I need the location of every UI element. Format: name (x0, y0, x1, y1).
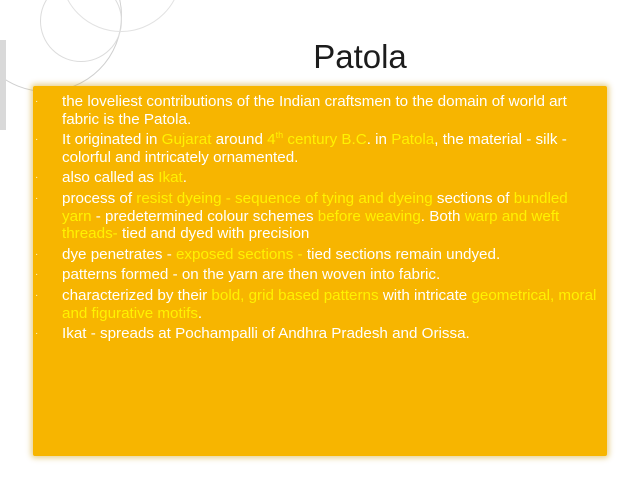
highlighted-text: bundled yarn (62, 189, 568, 225)
bullet-marker: · (35, 172, 39, 184)
bullet-text: . Both (420, 207, 465, 225)
highlighted-text: century B.C (283, 131, 367, 149)
bullet-text: characterized by their (62, 286, 212, 304)
bullet-marker: · (35, 328, 39, 340)
highlighted-text: warp and weft threads- (62, 207, 560, 243)
highlighted-text: th (275, 130, 284, 141)
bullet-item (33, 246, 607, 264)
bullet-marker: · (35, 289, 39, 301)
bullet-marker: · (35, 248, 39, 260)
slide-title: Patola (313, 38, 407, 75)
bullet-text: dye penetrates - (62, 245, 176, 263)
bullet-marker: · (35, 192, 39, 204)
bullet-text: tied sections remain undyed. (306, 245, 501, 263)
highlighted-text: 4 (267, 131, 276, 149)
bullet-marker: · (35, 96, 39, 107)
highlighted-text: Gujarat (161, 131, 212, 149)
bullet-text: . (197, 304, 203, 322)
bullet-text: It originated in (62, 131, 162, 149)
bullet-text: process of (62, 189, 137, 207)
content-panel (33, 86, 607, 456)
bullet-item (33, 325, 607, 343)
bullet-item (33, 266, 607, 284)
bullet-marker: · (35, 134, 39, 146)
highlighted-text: Ikat (158, 169, 183, 187)
highlighted-text: before weaving (317, 207, 421, 225)
bullet-text: - predetermined colour schemes (91, 207, 318, 225)
highlighted-text: bold, grid based patterns (211, 286, 379, 304)
highlighted-text: exposed sections - (175, 245, 307, 263)
bullet-item (33, 287, 607, 322)
bullet-text: . in (366, 131, 392, 149)
bullet-item (33, 131, 607, 166)
bullet-list (33, 86, 607, 343)
highlighted-text: Patola (391, 131, 435, 149)
highlighted-text: geometrical, moral and figurative motifs (62, 286, 597, 322)
bullet-item (33, 190, 607, 243)
bullet-item (33, 93, 607, 128)
bullet-text: the loveliest contributions of the Indian craftsmen to the domain of world art fabric is the Patola. (62, 93, 567, 128)
bullet-text: tied and dyed with precision (117, 225, 310, 243)
bullet-text: also called as (62, 169, 159, 187)
bullet-text: around (211, 131, 268, 149)
bullet-text: with intricate (378, 286, 472, 304)
bullet-text: . (182, 169, 187, 187)
bullet-marker: · (35, 269, 39, 281)
highlighted-text: resist dyeing - sequence of tying and dyeing (136, 189, 433, 207)
bullet-text: , the material - silk - colorful and intricately ornamented. (62, 131, 567, 166)
bullet-item (33, 169, 607, 187)
bullet-text: patterns formed - on the yarn are then woven into fabric. (62, 266, 441, 284)
bullet-text: Ikat - spreads at Pochampalli of Andhra Pradesh and Orissa. (62, 325, 470, 343)
bullet-text: sections of (432, 189, 514, 207)
